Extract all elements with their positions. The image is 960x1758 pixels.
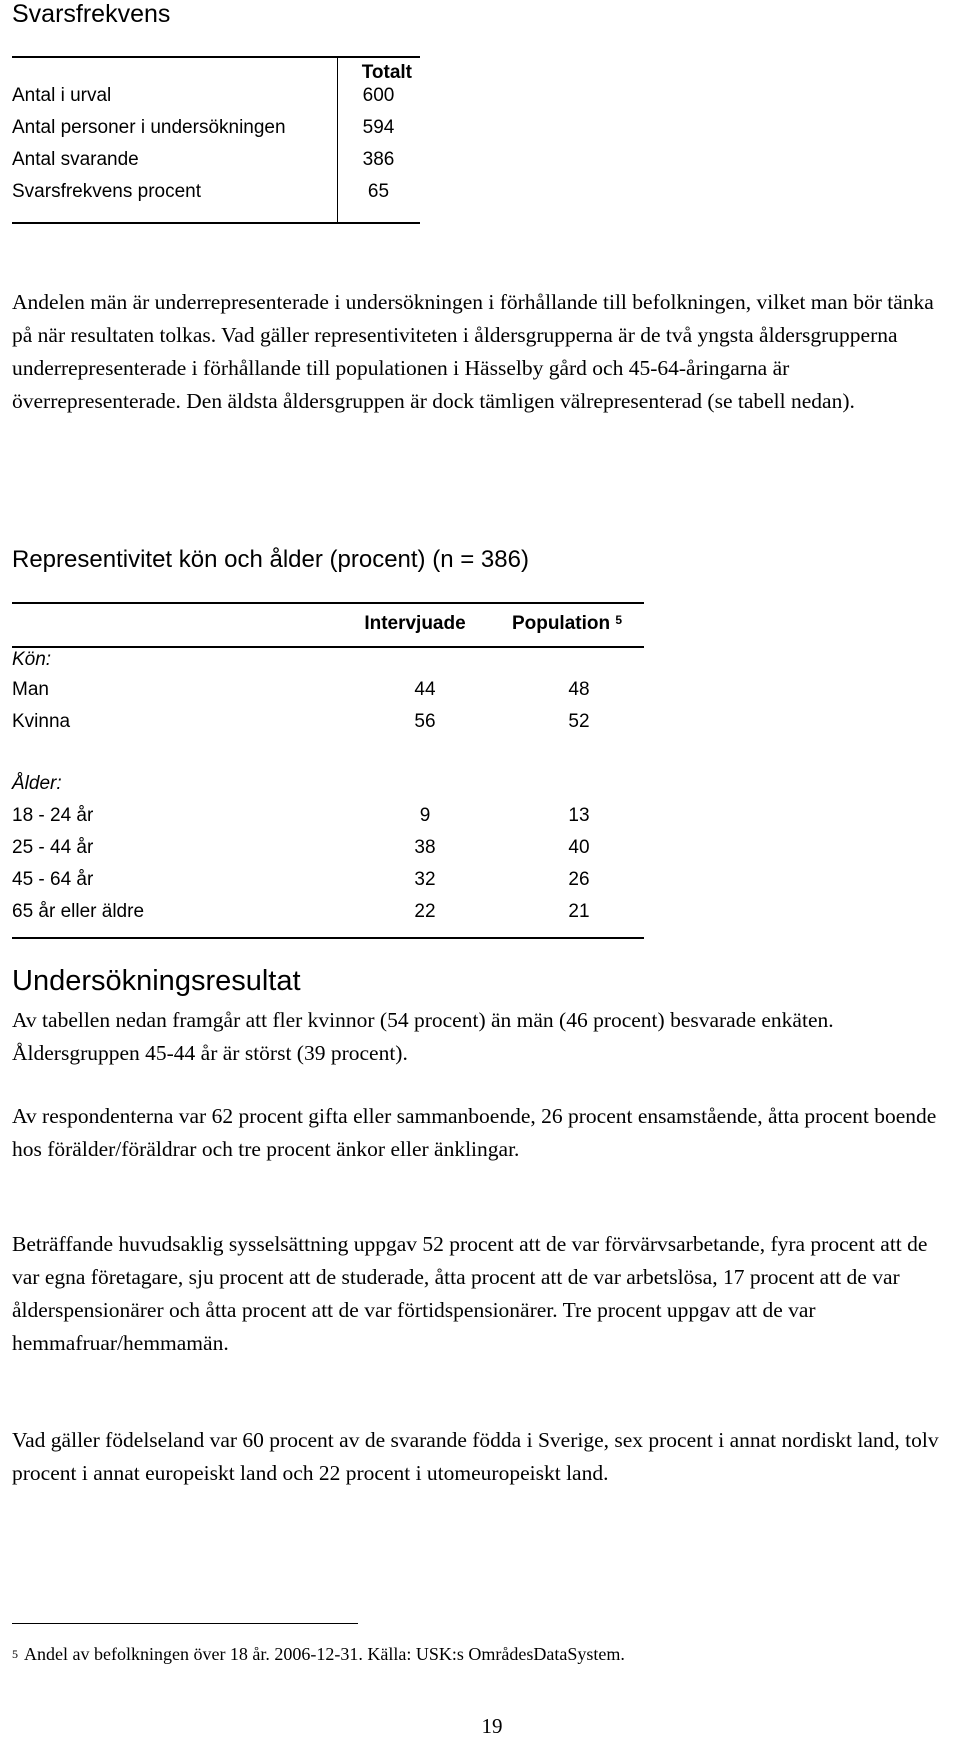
table2-header-rule [12,646,644,648]
table2-header-intervjuade: Intervjuade [364,613,466,634]
footnote-number: 5 [12,1647,18,1661]
footnote-rule [12,1623,358,1624]
paragraph-results-4: Vad gäller födelseland var 60 procent av de svarande födda i Sverige, sex procent i annat nordiskt land, tolv procent i annat europeiskt land och 22 procent i utomeuropeiskt land. [12,1428,939,1485]
value-population: 13 [568,805,590,826]
table-row [12,832,644,864]
table-row [12,176,420,208]
value-population: 48 [568,679,590,700]
paragraph-results-3: Beträffande huvudsaklig sysselsättning uppgav 52 procent att de var förvärvsarbetande, fyra procent att de var egna företagare, sju procent att de studerade, åtta procent att de var arbetslösa, 17 procent att de var ålderspensionärer och åtta procent att de var förtidspensionärer. Tre procent uppgav att de var hemmafruar/hemmamän. [12,1232,928,1355]
table2-top-rule [12,602,644,604]
table-row [12,144,420,176]
table1-bottom-rule [12,222,420,224]
footnote-ref: 5 [615,613,623,627]
section-heading-svarsfrekvens: Svarsfrekvens [12,0,171,28]
value-interviewed: 56 [414,711,436,732]
row-label: Antal i urval [12,85,112,106]
row-value: 386 [362,149,395,170]
value-interviewed: 38 [414,837,436,858]
page-number: 19 [481,1714,503,1738]
value-interviewed: 32 [414,869,436,890]
value-interviewed: 9 [419,805,431,826]
row-label: Antal personer i undersökningen [12,117,286,138]
row-label: Antal svarande [12,149,139,170]
table2-header-population [492,610,642,638]
row-value: 65 [367,181,390,202]
value-population: 52 [568,711,590,732]
section-heading-results: Undersökningsresultat [12,965,301,997]
row-value: 600 [362,85,395,106]
row-label: Man [12,679,49,700]
value-interviewed: 44 [414,679,436,700]
row-label: 25 - 44 år [12,837,94,858]
table-row [12,800,644,832]
row-label: Svarsfrekvens procent [12,181,202,202]
table-row [12,112,420,144]
table-row [12,864,644,896]
row-label: 65 år eller äldre [12,901,145,922]
row-value: 594 [362,117,395,138]
footnote-text: Andel av befolkningen över 18 år. 2006-12-31. Källa: USK:s OmrådesDataSystem. [24,1644,625,1664]
footnote [12,1642,625,1666]
category-label-age: Ålder: [12,773,62,794]
table-row [12,674,644,706]
paragraph-representation: Andelen män är underrepresenterade i undersökningen i förhållande till befolkningen, vilket man bör tänka på när resultaten tolkas. Vad gäller representiviteten i åldersgrupperna är de två yngsta åldersgrupperna underrepresenterade i förhållande till populationen i Hässelby gård och 45-64-åringarna är överrepresenterade. Den äldsta åldersgruppen är dock tämligen välrepresenterad (se tabell nedan). [12,290,934,413]
row-label: 18 - 24 år [12,805,94,826]
table-row [12,896,644,928]
value-population: 26 [568,869,590,890]
table1-top-rule [12,56,420,58]
row-label: 45 - 64 år [12,869,94,890]
value-population: 40 [568,837,590,858]
category-label-gender: Kön: [12,649,52,670]
table-row [12,706,644,738]
table1-header-totalt: Totalt [361,62,412,83]
value-population: 21 [568,901,590,922]
table2-bottom-rule [12,937,644,939]
value-interviewed: 22 [414,901,436,922]
table2-title: Representivitet kön och ålder (procent) (n = 386) [12,546,529,573]
paragraph-results-1: Av tabellen nedan framgår att fler kvinnor (54 procent) än män (46 procent) besvarade enkäten. Åldersgruppen 45-44 år är störst (39 procent). [12,1008,834,1065]
row-label: Kvinna [12,711,71,732]
paragraph-results-2: Av respondenterna var 62 procent gifta eller sammanboende, 26 procent ensamstående, åtta procent boende hos förälder/föräldrar och tre procent änkor eller änklingar. [12,1104,937,1161]
header-population-label: Population [511,613,611,634]
table-row [12,80,420,112]
